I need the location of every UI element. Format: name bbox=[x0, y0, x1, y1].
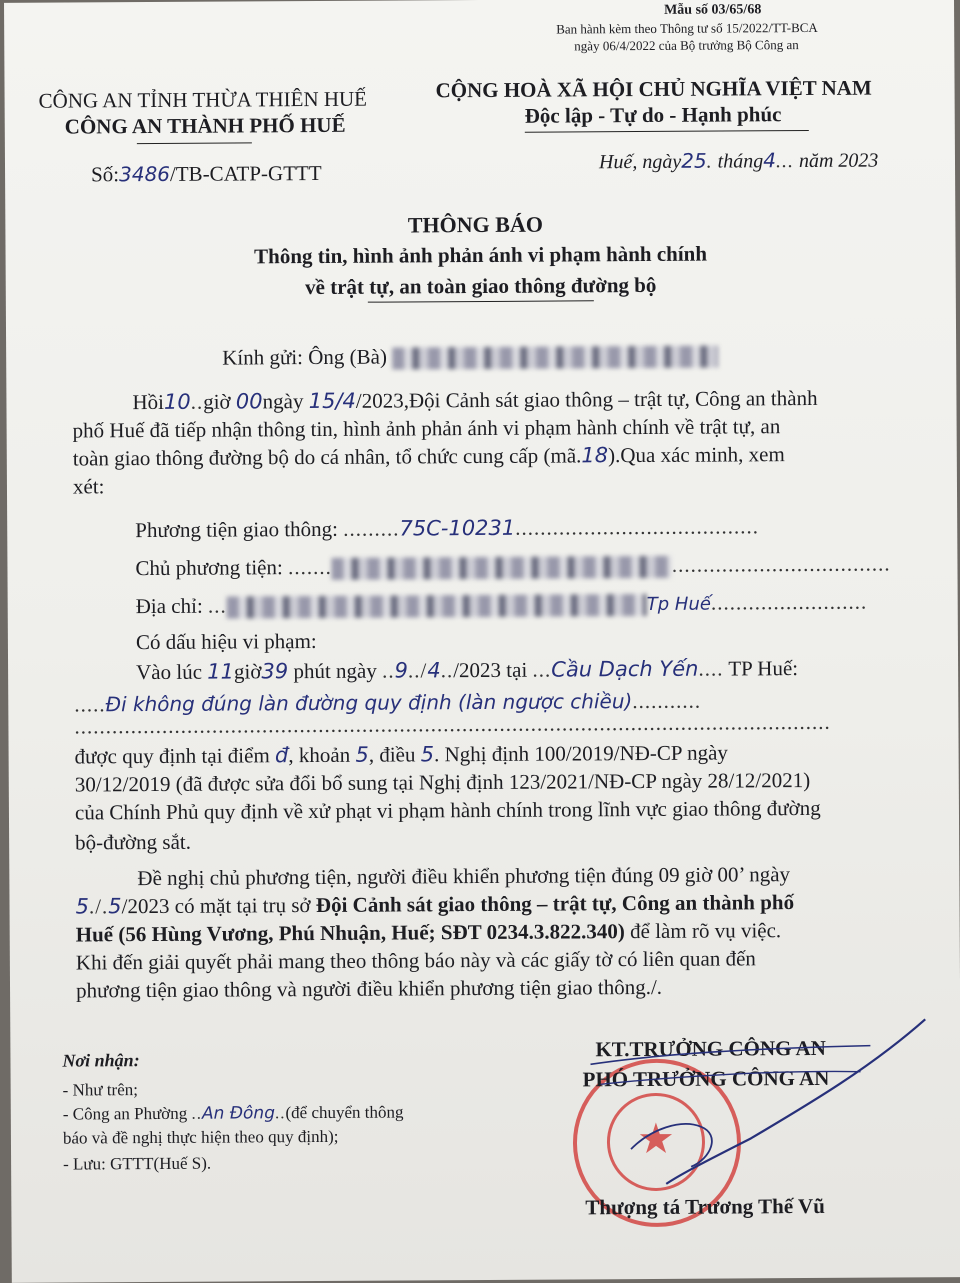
appointment-day: 5 bbox=[75, 894, 89, 919]
document-subtitle-1: Thông tin, hình ảnh phản ánh vi phạm hành chính bbox=[254, 241, 708, 269]
date-day: 25 bbox=[681, 148, 707, 173]
vehicle-plate: 75C-10231 bbox=[399, 515, 516, 541]
regulation-clause: 5 bbox=[355, 742, 369, 767]
violation-text: giờ bbox=[233, 659, 262, 684]
regulation-point: đ bbox=[274, 743, 289, 768]
regulation-text: . Nghị định 100/2019/NĐ-CP ngày bbox=[433, 740, 728, 767]
intro-line-1: Hồi10..giờ 00ngày 15/4/2023,Đội Cảnh sát giao thông – trật tự, Công an thành bbox=[132, 385, 818, 415]
motto-underline bbox=[525, 130, 809, 133]
appointment-month: 5 bbox=[108, 894, 122, 919]
number-label: Số: bbox=[90, 162, 120, 187]
nation-name: CỘNG HOÀ XÃ HỘI CHỦ NGHĨA VIỆT NAM bbox=[435, 75, 872, 103]
address-city: Tp Huế bbox=[646, 593, 711, 615]
intro-text: Hồi bbox=[132, 389, 165, 415]
agency-underline bbox=[137, 142, 252, 144]
recipient-line bbox=[222, 343, 718, 371]
redacted-owner-name bbox=[332, 556, 672, 580]
date-month: 4 bbox=[763, 148, 777, 173]
issued-line-1: Ban hành kèm theo Thông tư số 15/2022/TT-BCA bbox=[556, 19, 818, 37]
violation-month: 4 bbox=[427, 658, 441, 683]
request-line-4: Khi đến giải quyết phải mang theo thông báo này và các giấy tờ có liên quan đến bbox=[75, 946, 756, 975]
recipients-item-3: - Lưu: GTTT(Huế S). bbox=[63, 1153, 212, 1174]
number-suffix: /TB-CATP-GTTT bbox=[169, 160, 322, 186]
intro-text: ).Qua xác minh, xem bbox=[608, 442, 785, 468]
request-text: /2023 có mặt tại trụ sở bbox=[121, 893, 311, 919]
violation-time-line: Vào lúc 11giờ39 phút ngày ..9../4../2023 tại ...Cầu Dạch Yến.... TP Huế: bbox=[136, 656, 799, 685]
document-subtitle-2: về trật tự, an toàn giao thông đường bộ bbox=[305, 272, 657, 300]
recipients-title: Nơi nhận: bbox=[62, 1050, 140, 1071]
agency-parent: CÔNG AN TỈNH THỪA THIÊN HUẾ bbox=[38, 86, 368, 113]
request-text: để làm rõ vụ việc. bbox=[630, 918, 782, 944]
agency-name: CÔNG AN THÀNH PHỐ HUẾ bbox=[64, 112, 346, 139]
violation-description-line: .....Đi không đúng làn đường quy định (làn ngược chiều)........... bbox=[74, 688, 702, 717]
document-number bbox=[91, 161, 322, 187]
recipients-item-2-cont: báo và đề nghị thực hiện theo quy định); bbox=[62, 1126, 339, 1148]
date-month-label: tháng bbox=[717, 150, 764, 173]
signature-title-2: PHÓ TRƯỞNG CÔNG AN bbox=[582, 1065, 830, 1092]
intro-line-3 bbox=[73, 440, 785, 472]
vehicle-label: Phương tiện giao thông: bbox=[135, 516, 339, 543]
violation-text: phút ngày bbox=[293, 658, 377, 684]
vehicle-field: Phương tiện giao thông: .........75C-10231....................................... bbox=[135, 514, 760, 543]
date-place: Huế, ngày bbox=[598, 150, 682, 174]
regulation-line-2: 30/12/2019 (đã được sửa đổi bổ sung tại Nghị định 123/2021/NĐ-CP ngày 28/12/2021) bbox=[74, 767, 811, 797]
report-hour: 10 bbox=[163, 389, 191, 414]
violation-text: TP Huế: bbox=[728, 656, 799, 681]
star-icon: ★ bbox=[636, 1113, 675, 1164]
violation-minute: 39 bbox=[261, 659, 289, 684]
owner-field: Chủ phương tiện: ....... ................................... bbox=[135, 551, 891, 581]
request-line-5: phương tiện giao thông và người điều khiển phương tiện giao thông./. bbox=[75, 974, 663, 1003]
title-underline bbox=[368, 300, 594, 302]
date-year: năm 2023 bbox=[798, 149, 879, 173]
intro-line-4: xét: bbox=[72, 474, 105, 499]
regulation-line-4: bộ-đường sắt. bbox=[75, 829, 192, 855]
recipient-label: Kính gửi: Ông (Bà) bbox=[222, 344, 388, 370]
dotted-blank-line: ......................................................................................................................... bbox=[74, 709, 831, 739]
regulation-text: , điều bbox=[368, 742, 416, 767]
intro-line-2: phố Huế đã tiếp nhận thông tin, hình ảnh phản ánh vi phạm hành chính về trật tự, an bbox=[72, 414, 781, 443]
number-handwritten: 3486 bbox=[118, 161, 171, 187]
report-minute: 00 bbox=[235, 389, 263, 414]
owner-label: Chủ phương tiện: bbox=[135, 555, 283, 581]
recipients-item-1: - Như trên; bbox=[62, 1080, 139, 1100]
violation-text: /2023 tại bbox=[453, 657, 528, 683]
regulation-line-3: của Chính Phủ quy định về xử phạt vi phạm hành chính trong lĩnh vực giao thông đường bbox=[74, 795, 821, 825]
address-field: Địa chỉ: ... Tp Huế......................... bbox=[135, 589, 868, 619]
source-code: 18 bbox=[581, 443, 609, 468]
regulation-text: được quy định tại điểm bbox=[74, 743, 270, 769]
violation-description: Đi không đúng làn đường quy định (làn ngược chiều) bbox=[105, 689, 633, 717]
form-number: Mẫu số 03/65/68 bbox=[664, 2, 762, 18]
office-address: Huế (56 Hùng Vương, Phú Nhuận, Huế; SĐT 0234.3.822.340) bbox=[75, 919, 625, 947]
regulation-line-1 bbox=[75, 738, 728, 770]
request-line-3 bbox=[76, 916, 782, 948]
issued-line-2: ngày 06/4/2022 của Bộ trưởng Bộ Công an bbox=[574, 37, 799, 54]
violation-hour: 11 bbox=[207, 659, 235, 684]
request-line-2: 5./.5/2023 có mặt tại trụ sở Đội Cảnh sát giao thông – trật tự, Công an thành phố bbox=[75, 890, 795, 919]
violation-text: Vào lúc bbox=[136, 659, 203, 685]
ward-name: An Đông bbox=[201, 1103, 276, 1124]
signature-title-1: KT.TRƯỞNG CÔNG AN bbox=[595, 1035, 826, 1062]
redacted-recipient-name bbox=[392, 346, 718, 370]
violation-place: Cầu Dạch Yến bbox=[551, 656, 699, 682]
report-date: 15/4 bbox=[308, 388, 356, 414]
issue-date: Huế, ngày25. tháng4... năm 2023 bbox=[598, 148, 879, 174]
office-name: Đội Cảnh sát giao thông – trật tự, Công an thành phố bbox=[315, 890, 795, 918]
national-motto: Độc lập - Tự do - Hạnh phúc bbox=[524, 102, 782, 128]
violation-day: 9 bbox=[394, 658, 409, 683]
request-line-1: Đề nghị chủ phương tiện, người điều khiển phương tiện đúng 09 giờ 00’ ngày bbox=[137, 862, 791, 891]
intro-text: ngày bbox=[262, 389, 304, 414]
redacted-address bbox=[227, 594, 647, 619]
document-title: THÔNG BÁO bbox=[407, 211, 543, 238]
recipients-item-2: - Công an Phường ..An Đông..(để chuyển thông bbox=[62, 1102, 404, 1124]
address-label: Địa chỉ: bbox=[135, 593, 203, 619]
intro-text: toàn giao thông đường bộ do cá nhân, tổ chức cung cấp (mã. bbox=[72, 443, 582, 471]
document-page bbox=[4, 0, 960, 1283]
violation-heading: Có dấu hiệu vi phạm: bbox=[135, 629, 317, 655]
intro-text: /2023,Đội Cảnh sát giao thông – trật tự, Công an thành bbox=[355, 385, 818, 413]
recipients-text: (để chuyển thông bbox=[285, 1102, 404, 1123]
intro-text: giờ bbox=[203, 389, 231, 414]
signer-name: Thượng tá Trương Thế Vũ bbox=[585, 1193, 825, 1220]
regulation-article: 5 bbox=[420, 742, 435, 767]
regulation-text: , khoản bbox=[288, 742, 351, 768]
recipients-text: - Công an Phường bbox=[62, 1103, 188, 1124]
